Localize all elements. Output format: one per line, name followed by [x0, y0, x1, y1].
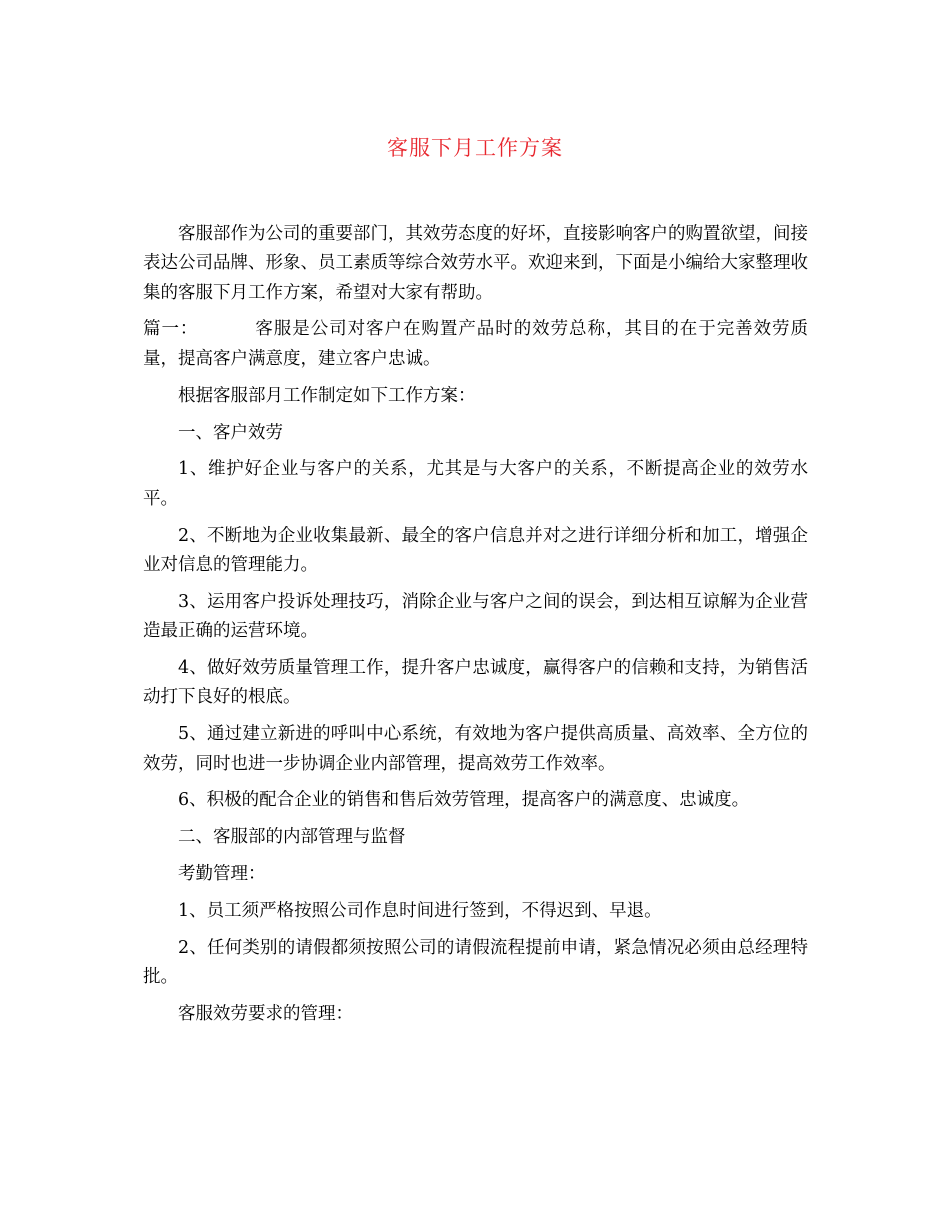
list-item-1: 1、维护好企业与客户的关系，尤其是与大客户的关系，不断提高企业的效劳水平。	[143, 459, 808, 509]
list-item-6: 6、积极的配合企业的销售和售后效劳管理，提高客户的满意度、忠诚度。	[178, 790, 750, 811]
list-item-5: 5、通过建立新进的呼叫中心系统，有效地为客户提供高质量、高效率、全方位的效劳，同时也进一步协调企业内部管理，提高效劳工作效率。	[143, 724, 808, 774]
heading-service-requirements: 客服效劳要求的管理：	[178, 1004, 353, 1025]
heading-attendance: 考勤管理：	[178, 864, 266, 885]
paragraph-section-one	[143, 315, 808, 374]
document-body	[143, 220, 808, 1037]
heading-customer-service: 一、客户效劳	[178, 422, 283, 443]
paragraph-plan-intro: 根据客服部月工作制定如下工作方案：	[178, 385, 476, 406]
heading-internal-management: 二、客服部的内部管理与监督	[178, 827, 406, 848]
document-title: 客服下月工作方案	[387, 136, 563, 160]
section-label: 篇一：	[143, 319, 199, 340]
list-item-2: 2、不断地为企业收集最新、最全的客户信息并对之进行详细分析和加工，增强企业对信息的管理能力。	[143, 525, 808, 575]
list-item-4: 4、做好效劳质量管理工作，提升客户忠诚度，赢得客户的信赖和支持，为销售活动打下良好的根底。	[143, 658, 808, 708]
paragraph-intro: 客服部作为公司的重要部门，其效劳态度的好坏，直接影响客户的购置欲望，间接表达公司品牌、形象、员工素质等综合效劳水平。欢迎来到，下面是小编给大家整理收集的客服下月工作方案，希望对大家有帮助。	[143, 224, 808, 303]
attendance-item-2: 2、任何类别的请假都须按照公司的请假流程提前申请，紧急情况必须由总经理特批。	[143, 937, 808, 988]
attendance-item-1: 1、员工须严格按照公司作息时间进行签到，不得迟到、早退。	[178, 901, 662, 922]
section-one-text: 客服是公司对客户在购置产品时的效劳总称，其目的在于完善效劳质量，提高客户满意度，建立客户忠诚。	[143, 319, 809, 369]
list-item-3: 3、运用客户投诉处理技巧，消除企业与客户之间的误会，到达相互谅解为企业营造最正确的运营环境。	[143, 591, 808, 642]
